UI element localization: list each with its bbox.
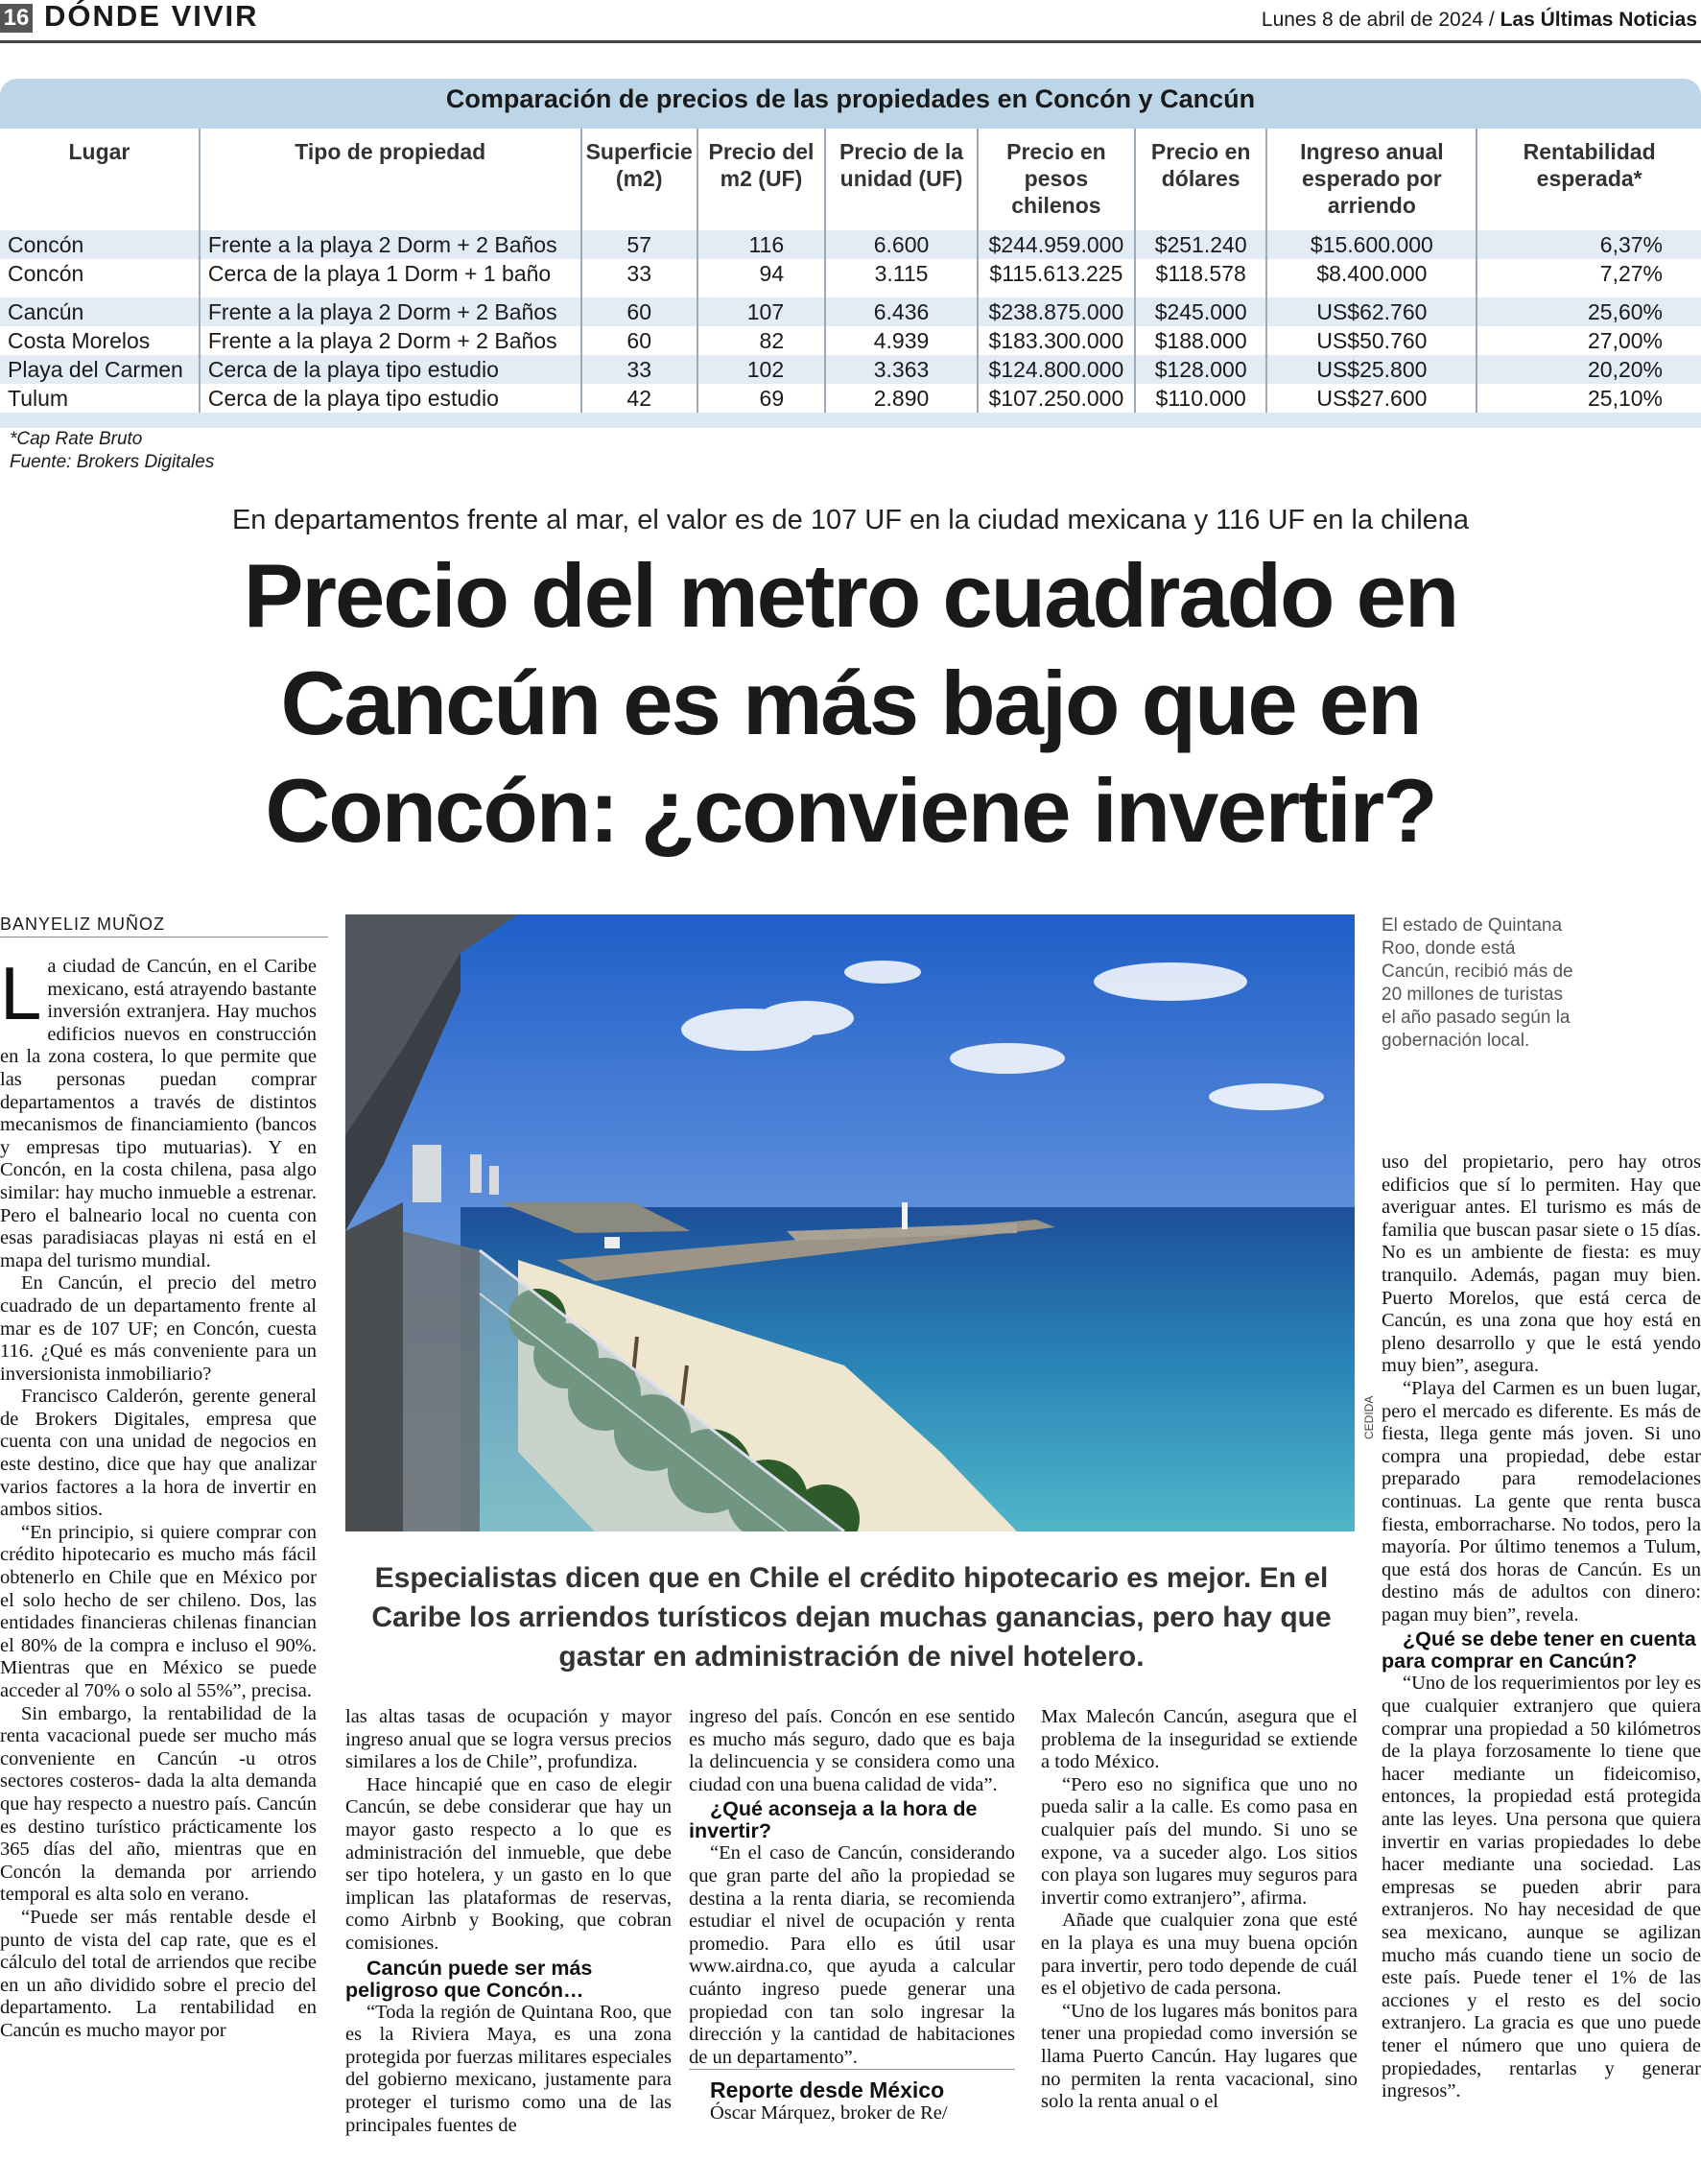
gap-cell — [697, 288, 825, 297]
subheading: Cancún puede ser más peligroso que Concón… — [345, 1956, 593, 2002]
article-photo — [345, 914, 1355, 1531]
paragraph-text: a ciudad de Cancún, en el Caribe mexicano, está atrayendo bastante inversión extranjera. Hay muchos edificios nuevos en construcción en la zona costera, lo que permite que las personas puedan comprar departamentos a través de distintos mecanismos de financiamiento (bancos y empresas tipo mutuarias). Y en Concón, en la costa chilena, pasa algo similar: hay mucho inmueble a estrenar. Pero el balneario local no cuenta con esas paradisiacas playas ni está en el mapa del turismo mundial. — [0, 956, 317, 1271]
table-cell: Cancún — [0, 297, 200, 326]
table-cell: 25,10% — [1477, 384, 1701, 413]
article-column-2 — [345, 1706, 672, 2137]
table-cell: 2.890 — [825, 384, 978, 413]
paragraph: “Uno de los lugares más bonitos para tener una propiedad como inversión se llama Puerto Cancún. Hay lugares que no permiten la renta vacacional, sino solo la renta anual o el — [1041, 2000, 1358, 2113]
table-cell: $188.000 — [1135, 326, 1267, 355]
header-rule — [0, 40, 1701, 43]
paragraph: ingreso del país. Concón en ese sentido es mucho más seguro, dado que es baja la delincuencia y se considera como una ciudad con una buena calidad de vida”. — [689, 1706, 1015, 1795]
table-cell: Concón — [0, 230, 200, 259]
article-column-5 — [1382, 1151, 1701, 2103]
table-cell: Frente a la playa 2 Dorm + 2 Baños — [200, 297, 581, 326]
table-cell: 102 — [697, 355, 825, 384]
table-cell: Cerca de la playa 1 Dorm + 1 baño — [200, 259, 581, 288]
paragraph: “En principio, si quiere comprar con crédito hipotecario es mucho más fácil obtenerlo en Chile que en México por el solo hecho de ser chileno. Dos, las entidades financieras chilenas financian el 80% de la compra e incluso el 90%. Mientras que en México se puede acceder al 70% o solo al 55%”, precisa. — [0, 1521, 317, 1701]
col-header: Superficie (m2) — [581, 129, 697, 230]
article-column-4 — [1041, 1706, 1358, 2114]
table-cell: 116 — [697, 230, 825, 259]
paragraph: Sin embargo, la rentabilidad de la renta vacacional puede ser mucho más conveniente en Cancún -u otros sectores costeros- dada la alta demanda que hay respecto a nuestro país. Cancún es destino turístico prácticamente los 365 días del año, mientras que en Concón la demanda por arriendo temporal es alta solo en verano. — [0, 1702, 317, 1906]
subheading: ¿Qué se debe tener en cuenta para comprar en Cancún? — [1382, 1627, 1696, 1674]
table-cell: 69 — [697, 384, 825, 413]
table-cell: 33 — [581, 355, 697, 384]
col-header: Lugar — [68, 139, 130, 164]
table-row — [0, 297, 1701, 326]
paragraph: Hace hincapié que en caso de elegir Cancún, se debe considerar que hay un mayor gasto respecto a lo que es administración del inmueble, que debe ser tipo hotelera, y un gasto en lo que implican las plataformas de reservas, como Airbnb y Booking, que cobran comisiones. — [345, 1773, 672, 1954]
gap-cell — [1266, 288, 1477, 297]
table-cell: Costa Morelos — [0, 326, 200, 355]
table-cell: $8.400.000 — [1266, 259, 1477, 288]
drop-cap: L — [0, 951, 42, 1035]
table-notes — [10, 428, 214, 474]
table-cell: US$25.800 — [1266, 355, 1477, 384]
table-cell: 25,60% — [1477, 297, 1701, 326]
photo-credit: CEDIDA — [1362, 1395, 1376, 1439]
col-header: Precio en pesos chilenos — [978, 129, 1135, 230]
table-row — [0, 326, 1701, 355]
table-row — [0, 355, 1701, 384]
table-cell: 4.939 — [825, 326, 978, 355]
kicker: En departamentos frente al mar, el valor es de 107 UF en la ciudad mexicana y 116 UF en la chilena — [231, 505, 1470, 535]
col-header: Tipo de propiedad — [200, 129, 581, 230]
table-row — [0, 230, 1701, 259]
table-cell: Cerca de la playa tipo estudio — [200, 384, 581, 413]
table-row — [0, 259, 1701, 288]
page-number: 16 — [0, 4, 33, 33]
byline-rule — [0, 937, 328, 938]
gap-cell — [978, 288, 1135, 297]
table-cell: 33 — [581, 259, 697, 288]
table-cell: 7,27% — [1477, 259, 1701, 288]
table-cell: 6,37% — [1477, 230, 1701, 259]
section-title: DÓNDE VIVIR — [44, 0, 259, 33]
date-text: Lunes 8 de abril de 2024 / — [1261, 9, 1495, 31]
cap-rate-note: *Cap Rate Bruto — [10, 429, 143, 449]
gap-cell — [581, 288, 697, 297]
table-cell: US$50.760 — [1266, 326, 1477, 355]
source-note: Fuente: Brokers Digitales — [10, 452, 215, 472]
table-cell: 82 — [697, 326, 825, 355]
article-column-1 — [0, 951, 317, 2043]
table-cell: $115.613.225 — [978, 259, 1135, 288]
pull-quote: Especialistas dicen que en Chile el crédito hipotecario es mejor. En el Caribe los arriendos turísticos dejan muchas ganancias, pero hay que gastar en administración de nivel hotelero. — [371, 1562, 1332, 1673]
photo-caption: El estado de Quintana Roo, donde está Cancún, recibió más de 20 millones de turistas el año pasado según la gobernación local. — [1382, 915, 1573, 1051]
paragraph: “Pero eso no significa que uno no pueda salir a la calle. Es como pasa en cualquier país del mundo. Si uno se expone, va a suceder algo. Los sitios con playa son lugares muy seguros para invertir como extranjero”, afirma. — [1041, 1773, 1358, 1909]
paragraph: “Uno de los requerimientos por ley es que cualquier extranjero que quiera comprar una propiedad a 50 kilómetros de la playa forzosamente lo tiene que hacer mediante un fideicomiso, entonces, la propiedad está protegida ante las leyes. Una persona que quiera invertir en varias propiedades lo debe hacer mediante una sociedad. Las empresas se pueden abrir para extranjeros. No hay necesidad de que sea mexicano, aunque se agilizan mucho más cuando tiene un socio de este país. Puede tener el 1% de las acciones y el resto es del socio extranjero. La gracia es que uno puede tener el número que uno quiera de propiedades, rentarlas y generar ingresos”. — [1382, 1673, 1701, 2102]
table-cell: 6.600 — [825, 230, 978, 259]
paragraph: En Cancún, el precio del metro cuadrado de un departamento frente al mar es de 107 UF; en Concón, cuesta 116. ¿Qué es más conveniente para un inversionista inmobiliario? — [0, 1272, 317, 1385]
gap-cell — [825, 288, 978, 297]
table-cell: US$62.760 — [1266, 297, 1477, 326]
col-header: Precio de la unidad (UF) — [825, 129, 978, 230]
table-cell: 3.115 — [825, 259, 978, 288]
publication-name: Las Últimas Noticias — [1500, 9, 1697, 31]
table-cell: 3.363 — [825, 355, 978, 384]
table-cell: 60 — [581, 326, 697, 355]
table-cell: $118.578 — [1135, 259, 1267, 288]
table-cell: $110.000 — [1135, 384, 1267, 413]
table-title: Comparación de precios de las propiedades en Concón y Cancún — [445, 84, 1256, 113]
table-cell: 107 — [697, 297, 825, 326]
table-cell: 20,20% — [1477, 355, 1701, 384]
paragraph: Max Malecón Cancún, asegura que el problema de la inseguridad se extiende a todo México. — [1041, 1706, 1358, 1773]
table-cell: Playa del Carmen — [0, 355, 200, 384]
col-header: Precio en dólares — [1135, 129, 1267, 230]
paragraph: “Toda la región de Quintana Roo, que es la Riviera Maya, es una zona protegida por fuerzas militares especiales del gobierno mexicano, justamente para proteger el turismo como una de las principales fuentes de — [345, 2001, 672, 2136]
article-column-3 — [689, 1706, 1015, 2125]
table-group-gap — [0, 288, 1701, 297]
table-header-row — [0, 129, 1701, 230]
table-cell: Cerca de la playa tipo estudio — [200, 355, 581, 384]
report-heading: Reporte desde México — [689, 2069, 1015, 2102]
paragraph: “Puede ser más rentable desde el punto de vista del cap rate, que es el cálculo del total de arriendos que recibe en un año dividido sobre el precio del departamento. La rentabilidad en Cancún es mucho mayor por — [0, 1906, 317, 2041]
price-comparison-table — [0, 129, 1701, 413]
table-cell: $238.875.000 — [978, 297, 1135, 326]
paragraph: “En el caso de Cancún, considerando que gran parte del año la propiedad se destina a la renta diaria, se recomienda estudiar el nivel de ocupación y renta promedio. Para ello es útil usar www.airdna.co, que ayuda a calcular cuánto ingreso puede generar una propiedad con tan solo ingresar la dirección y la cantidad de habitaciones de un departamento”. — [689, 1842, 1015, 2068]
table-cell: Tulum — [0, 384, 200, 413]
table-cell: $251.240 — [1135, 230, 1267, 259]
table-cell: 57 — [581, 230, 697, 259]
table-cell: $107.250.000 — [978, 384, 1135, 413]
table-cell: 60 — [581, 297, 697, 326]
table-cell: $245.000 — [1135, 297, 1267, 326]
table-cell: 94 — [697, 259, 825, 288]
byline: BANYELIZ MUÑOZ — [0, 914, 166, 934]
paragraph: “Playa del Carmen es un buen lugar, pero el mercado es diferente. Es más de fiesta, llega gente más joven. Si uno compra una propiedad, debe estar preparado para remodelaciones continuas. La gente que renta busca fiesta, emborracharse. No todos, pero la mayoría. Por último tenemos a Tulum, que está dos horas de Cancún. Es un destino más de adultos con dinero: pagan muy bien”, revela. — [1382, 1377, 1701, 1626]
paragraph: las altas tasas de ocupación y mayor ingreso anual que se logra versus precios similares a los de Chile”, profundiza. — [345, 1706, 672, 1773]
col-header: Precio del m2 (UF) — [697, 129, 825, 230]
table-cell: Frente a la playa 2 Dorm + 2 Baños — [200, 326, 581, 355]
gap-cell — [1135, 288, 1267, 297]
table-cell: $124.800.000 — [978, 355, 1135, 384]
col-header: Ingreso anual esperado por arriendo — [1266, 129, 1477, 230]
table-cell: 42 — [581, 384, 697, 413]
gap-cell — [200, 288, 581, 297]
col-header: Rentabilidad esperada* — [1477, 129, 1701, 230]
paragraph: Óscar Márquez, broker de Re/ — [710, 2101, 948, 2124]
table-cell: Concón — [0, 259, 200, 288]
dateline — [1262, 8, 1697, 33]
table-cell: $183.300.000 — [978, 326, 1135, 355]
table-cell: US$27.600 — [1266, 384, 1477, 413]
paragraph: Francisco Calderón, gerente general de Brokers Digitales, empresa que cuenta con una unidad de negocios en este destino, dice que hay que analizar varios factores a la hora de invertir en ambos sitios. — [0, 1386, 317, 1521]
table-cell: 27,00% — [1477, 326, 1701, 355]
paragraph: Añade que cualquier zona que esté en la playa es una muy buena opción para invertir, pero todo depende de cuál es el objetivo de cada persona. — [1041, 1910, 1358, 2000]
table-cell: Frente a la playa 2 Dorm + 2 Baños — [200, 230, 581, 259]
table-cell: 6.436 — [825, 297, 978, 326]
beach-balcony-photo — [345, 914, 1355, 1531]
table-cell: $128.000 — [1135, 355, 1267, 384]
subheading: ¿Qué aconseja a la hora de invertir? — [689, 1797, 978, 1843]
table-cell: $244.959.000 — [978, 230, 1135, 259]
table-row — [0, 384, 1701, 413]
headline: Precio del metro cuadrado en Cancún es más bajo que en Concón: ¿conviene invertir? — [243, 545, 1458, 861]
table-cell: $15.600.000 — [1266, 230, 1477, 259]
lead-paragraph — [0, 951, 317, 1272]
gap-cell — [0, 288, 200, 297]
paragraph: uso del propietario, pero hay otros edificios que sí lo permiten. Hay que averiguar antes. El turismo es más de familia que buscan pasar siete o 15 días. No es un ambiente de fiesta: es muy tranquilo. Además, pagan muy bien. Puerto Morelos, que está cerca de Cancún, es una zona que hoy está en pleno desarrollo y que le está yendo muy bien”, asegura. — [1382, 1151, 1701, 1377]
gap-cell — [1477, 288, 1701, 297]
